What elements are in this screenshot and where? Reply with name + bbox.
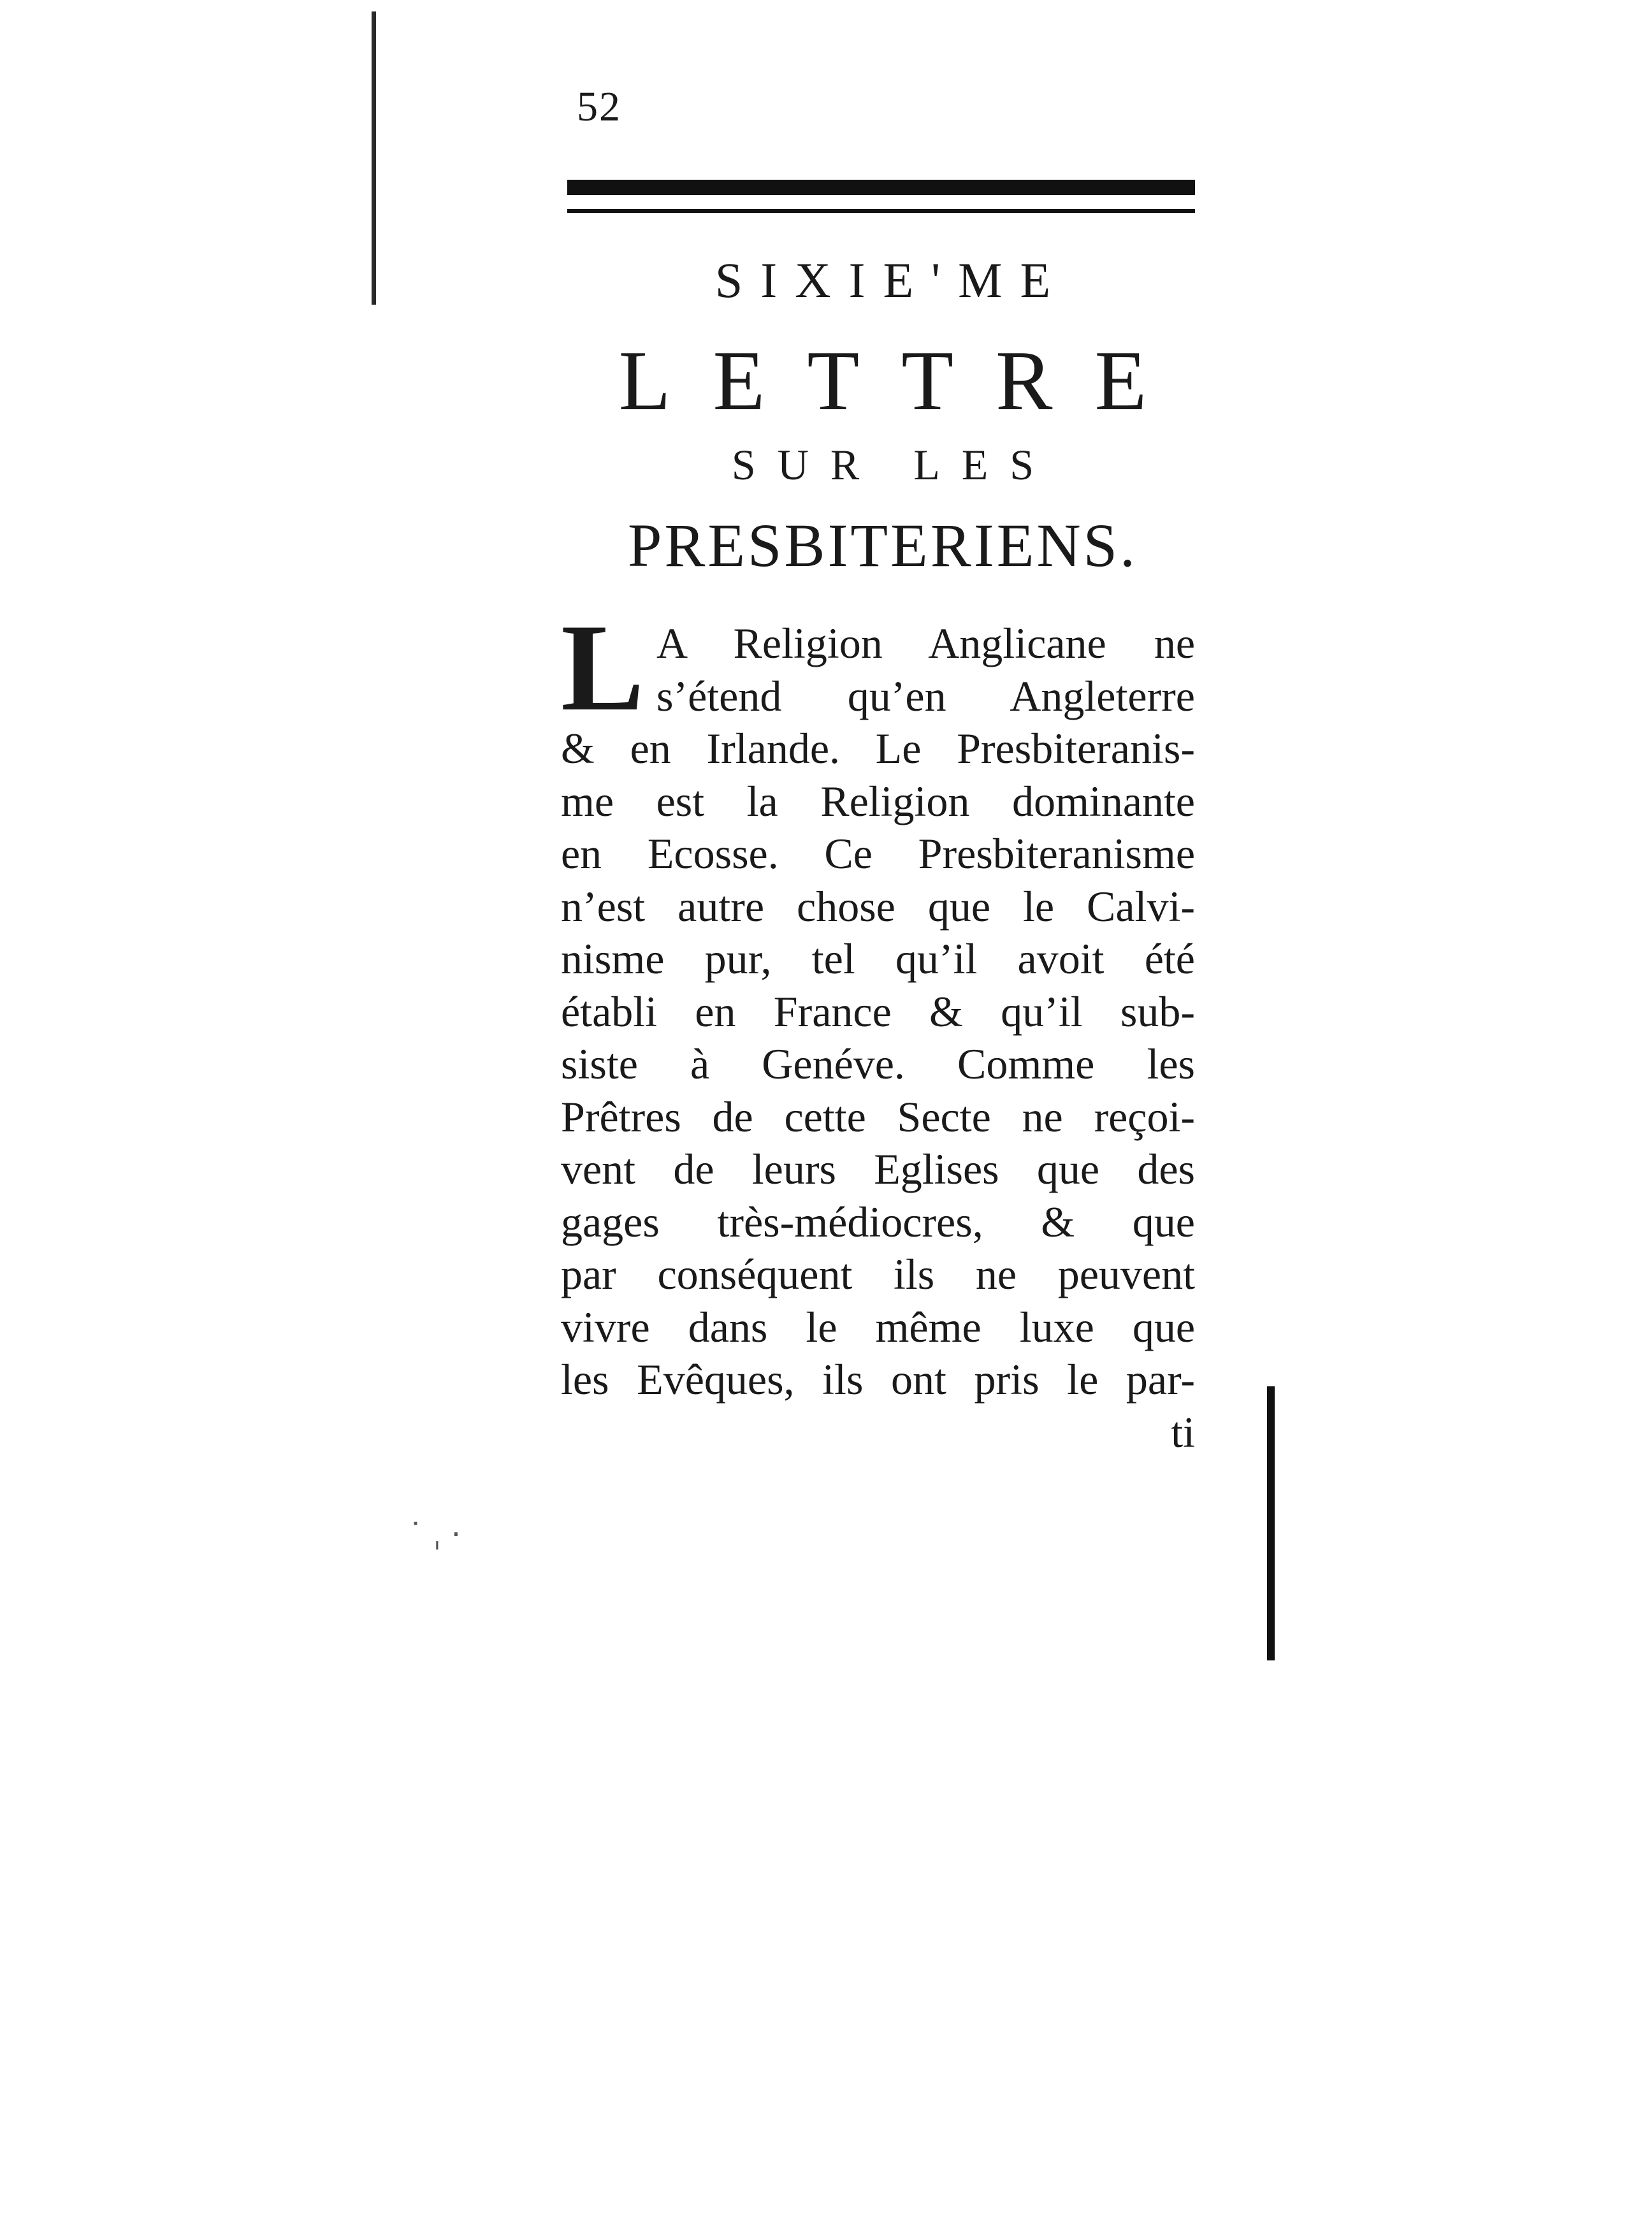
text-line: siste à Genéve. Comme les bbox=[561, 1040, 1195, 1088]
text-line: les Evêques, ils ont pris le par- bbox=[561, 1355, 1195, 1404]
heading-lettre: LETTRE bbox=[618, 333, 1189, 428]
page-edge-left bbox=[372, 11, 376, 305]
text-line: A Religion Anglicane ne bbox=[656, 619, 1195, 667]
heading-sixieme: SIXIE'ME bbox=[714, 252, 1069, 308]
heading-presbiteriens: PRESBITERIENS. bbox=[627, 511, 1138, 579]
text-line: vent de leurs Eglises que des bbox=[561, 1145, 1195, 1193]
drop-cap: L bbox=[561, 599, 644, 737]
heading-sur-les: SUR LES bbox=[731, 440, 1056, 489]
text-line: gages très-médiocres, & que bbox=[561, 1197, 1195, 1246]
page-number: 52 bbox=[577, 83, 621, 130]
body-text bbox=[561, 599, 1195, 1458]
text-line: n’est autre chose que le Calvi- bbox=[561, 882, 1195, 931]
text-line: par conséquent ils ne peuvent bbox=[561, 1250, 1195, 1298]
header-rule-thick bbox=[567, 180, 1195, 195]
text-line: établi en France & qu’il sub- bbox=[561, 987, 1195, 1036]
text-line: me est la Religion dominante bbox=[561, 776, 1195, 825]
header-rule-thin bbox=[567, 209, 1195, 213]
text-line: nisme pur, tel qu’il avoit été bbox=[561, 934, 1195, 983]
text-line: vivre dans le même luxe que bbox=[561, 1302, 1195, 1351]
text-line: en Ecosse. Ce Presbiteranisme bbox=[561, 829, 1195, 878]
catchword: ti bbox=[1171, 1407, 1195, 1456]
page-edge-right bbox=[1267, 1386, 1275, 1660]
text-line: s’étend qu’en Angleterre bbox=[656, 671, 1195, 720]
scan-specks: ˙ ˌ · bbox=[408, 1517, 461, 1553]
text-line: & en Irlande. Le Presbiteranis- bbox=[561, 724, 1195, 773]
text-line: Prêtres de cette Secte ne reçoi- bbox=[561, 1092, 1195, 1141]
